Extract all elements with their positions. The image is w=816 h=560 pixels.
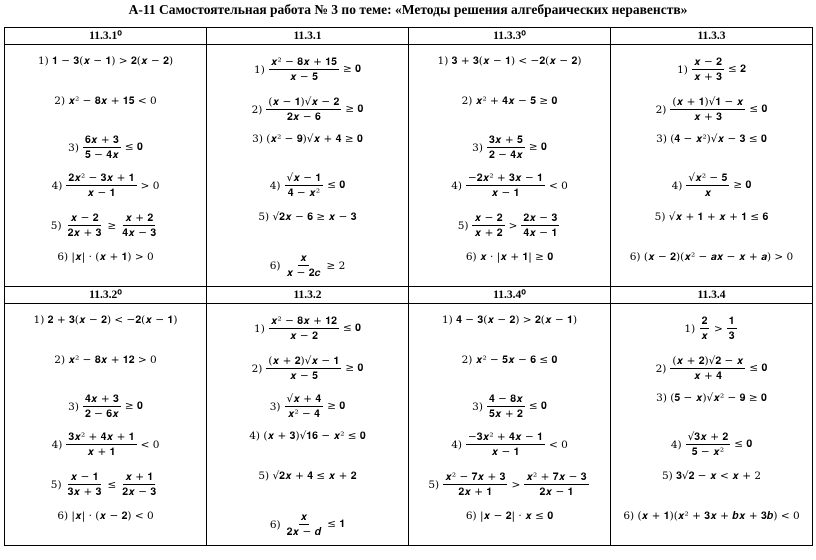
math-text: 6) |𝒙 − 𝟐| · 𝒙 ≤ 𝟎 — [465, 510, 554, 522]
denominator: 𝒙 − 𝟏 — [491, 187, 520, 199]
numerator: 𝒙 − 𝟐 — [693, 56, 722, 68]
problem-item — [409, 430, 610, 459]
fraction — [120, 211, 158, 240]
fraction — [686, 171, 729, 200]
problem-item — [5, 470, 206, 499]
denominator: 𝒙 − 𝟓 — [289, 370, 318, 382]
problem-item — [409, 314, 610, 327]
math-text: ≥ 𝟎 — [345, 362, 364, 374]
variant-header: 11.3.3 — [611, 28, 813, 45]
numerator: (𝒙 − 𝟏)√𝒙 − 𝟐 — [268, 96, 340, 108]
math-text: 1) 𝟑 + 𝟑(𝒙 − 𝟏) < −𝟐(𝒙 − 𝟐) — [437, 55, 582, 67]
problem-item — [409, 55, 610, 68]
math-text: ≤ 𝟎 — [749, 362, 768, 374]
denominator: 𝒙 — [701, 330, 708, 342]
numerator: 𝒙 + 𝟏 — [125, 471, 154, 483]
fraction — [521, 211, 559, 240]
denominator: 𝒙 — [704, 187, 712, 199]
variant-header: 11.3.1⁰ — [5, 28, 207, 45]
fraction — [692, 55, 724, 84]
math-text: 3) — [472, 141, 483, 154]
problem-item — [5, 354, 206, 367]
math-text: 6) |𝒙| · (𝒙 + 𝟏) > 0 — [57, 251, 154, 263]
numerator: √𝟑𝒙 + 𝟐 — [687, 431, 729, 443]
numerator: 𝒙² − 𝟖𝒙 + 𝟏𝟓 — [270, 56, 337, 68]
fraction — [269, 314, 339, 343]
problem-item — [611, 392, 812, 405]
denominator: 𝟑 — [728, 330, 735, 342]
fraction — [83, 133, 121, 162]
math-text: ≥ 𝟎 — [124, 400, 143, 412]
numerator: 𝒙² + 𝟕𝒙 − 𝟑 — [526, 471, 587, 483]
math-text: 1) — [254, 322, 265, 335]
problem-item — [5, 314, 206, 327]
math-text: 4) — [269, 179, 281, 192]
fraction — [66, 171, 136, 200]
math-text: ≥ — [107, 219, 117, 232]
math-text: 2) — [655, 103, 667, 116]
denominator: 𝟐𝒙 − 𝟑 — [122, 486, 157, 498]
math-text: ≤ 𝟎 — [327, 179, 346, 191]
denominator: 𝟐𝒙 + 𝟑 — [67, 227, 102, 239]
problem-item — [207, 430, 408, 443]
numerator: 𝟑𝒙² + 𝟒𝒙 + 𝟏 — [68, 431, 135, 443]
numerator: 𝟔𝒙 + 𝟑 — [84, 134, 119, 146]
problem-item — [207, 392, 408, 421]
math-text: 4) — [451, 438, 462, 451]
problem-item — [207, 314, 408, 343]
fraction — [285, 392, 324, 421]
numerator: −𝟑𝒙² + 𝟒𝒙 − 𝟏 — [467, 431, 543, 443]
math-text: ≤ 𝟐 — [727, 63, 746, 75]
math-text: 2) 𝒙² − 𝟓𝒙 − 𝟔 ≤ 𝟎 — [461, 354, 558, 366]
variant-cell — [409, 45, 611, 287]
problem-item — [207, 95, 408, 124]
problem-item — [611, 55, 812, 84]
math-text: ≤ 𝟏 — [327, 518, 346, 530]
denominator: 𝟐𝒙 − 𝒅 — [286, 526, 322, 538]
math-text: ≥ 𝟎 — [327, 400, 346, 412]
problem-item — [207, 211, 408, 224]
variant-cell — [207, 304, 409, 546]
problem-item — [5, 392, 206, 421]
math-text: ≤ — [107, 478, 117, 491]
problem-item — [409, 510, 610, 523]
numerator: √𝒙² − 𝟓 — [688, 172, 728, 184]
math-text: 6) (𝒙 − 𝟐)(𝒙² − 𝒂𝒙 − 𝒙 + 𝒂) > 0 — [629, 251, 794, 263]
header-row — [5, 28, 813, 45]
numerator: 𝟑𝒙 + 𝟓 — [488, 134, 523, 146]
math-text: 4) — [670, 438, 682, 451]
math-text: 4) — [51, 438, 63, 451]
math-text: 4) (𝒙 + 𝟑)√𝟏𝟔 − 𝒙² ≤ 𝟎 — [249, 430, 366, 442]
fraction — [466, 430, 545, 459]
math-text: 5) √𝒙 + 𝟏 + 𝒙 + 𝟏 ≤ 𝟔 — [654, 211, 769, 223]
math-text: 1) 𝟐 + 𝟑(𝒙 − 𝟐) < −𝟐(𝒙 − 𝟏) — [33, 314, 178, 326]
math-text: 3) (𝟒 − 𝒙²)√𝒙 − 𝟑 ≤ 𝟎 — [656, 133, 767, 145]
math-text: ≤ 𝟎 — [528, 400, 547, 412]
denominator: 𝟐𝒙 − 𝟏 — [539, 486, 574, 498]
problem-item — [611, 314, 812, 343]
denominator: 𝒙 + 𝟏 — [87, 446, 116, 458]
denominator: 𝟒𝒙 − 𝟏 — [523, 227, 558, 239]
math-text: 2) — [655, 362, 667, 375]
math-text: ≥ 𝟎 — [342, 63, 361, 75]
denominator: 𝒙 − 𝟓 — [289, 71, 318, 83]
numerator: √𝒙 − 𝟏 — [286, 172, 322, 184]
problem-item — [611, 251, 812, 264]
problem-item — [611, 470, 812, 483]
numerator: (𝒙 + 𝟐)√𝟐 − 𝒙 — [672, 355, 744, 367]
numerator: 𝒙² − 𝟖𝒙 + 𝟏𝟐 — [270, 315, 337, 327]
denominator: 𝟐 − 𝟒𝒙 — [488, 149, 523, 161]
denominator: 𝟑𝒙 + 𝟑 — [67, 486, 102, 498]
fraction — [66, 211, 104, 240]
numerator: 𝒙 + 𝟐 — [125, 212, 154, 224]
numerator: 𝟐𝒙 − 𝟑 — [523, 212, 558, 224]
problem-item — [409, 354, 610, 367]
math-text: ≤ 𝟎 — [749, 103, 768, 115]
fraction — [466, 171, 545, 200]
problem-item — [207, 510, 408, 539]
numerator: 𝟒 − 𝟖𝒙 — [488, 393, 523, 405]
problem-item — [207, 470, 408, 483]
variant-header: 11.3.1 — [207, 28, 409, 45]
problem-item — [611, 354, 812, 383]
variant-cell — [207, 45, 409, 287]
denominator: 𝟓 − 𝒙² — [691, 446, 725, 458]
fraction — [66, 470, 104, 499]
math-text: 1) — [254, 63, 265, 76]
variant-cell — [5, 304, 207, 546]
fraction — [670, 354, 745, 383]
numerator: 𝒙 − 𝟏 — [70, 471, 99, 483]
math-text: 4) — [51, 179, 63, 192]
variant-header: 11.3.3⁰ — [409, 28, 611, 45]
denominator: 𝟐𝒙 + 𝟏 — [458, 486, 493, 498]
math-text: ≥ 2 — [326, 259, 346, 272]
denominator: 𝟐 − 𝟔𝒙 — [84, 408, 119, 420]
variant-header: 11.3.4 — [611, 287, 813, 304]
numerator: 𝟏 — [728, 315, 735, 327]
denominator: 𝟓𝒙 + 𝟐 — [488, 408, 523, 420]
math-text: > — [511, 478, 521, 491]
variant-cell — [611, 45, 813, 287]
numerator: 𝒙 — [300, 252, 307, 264]
problem-item — [207, 55, 408, 84]
problem-item — [409, 171, 610, 200]
math-text: 4) — [451, 179, 462, 192]
problem-item — [611, 211, 812, 224]
denominator: 𝒙 + 𝟐 — [474, 227, 503, 239]
fraction — [699, 314, 710, 343]
numerator: 𝒙 − 𝟐 — [474, 212, 503, 224]
variant-header: 11.3.2⁰ — [5, 287, 207, 304]
fraction — [266, 95, 341, 124]
math-text: 5) 𝟑√𝟐 − 𝒙 < 𝒙 + 2 — [661, 470, 762, 482]
denominator: 𝟒 − 𝒙² — [287, 187, 321, 199]
math-text: 6) 𝒙 · |𝒙 + 𝟏| ≥ 𝟎 — [465, 251, 554, 263]
variant-header: 11.3.2 — [207, 287, 409, 304]
math-text: 3) — [68, 400, 79, 413]
denominator: 𝒙 + 𝟑 — [693, 111, 722, 123]
math-text: 1) 𝟒 − 𝟑(𝒙 − 𝟐) > 𝟐(𝒙 − 𝟏) — [441, 314, 578, 326]
problem-item — [5, 251, 206, 264]
math-text: 5) — [50, 219, 62, 232]
problem-item — [5, 95, 206, 108]
page-title: А-11 Самостоятельная работа № 3 по теме: «Методы решения алгебраических неравенств» — [128, 2, 688, 17]
problem-item — [409, 392, 610, 421]
numerator: 𝟐 — [701, 315, 708, 327]
variant-cell — [5, 45, 207, 287]
denominator: 𝟐𝒙 − 𝟔 — [286, 111, 321, 123]
math-text: ≤ 𝟎 — [124, 141, 143, 153]
fraction — [686, 430, 731, 459]
math-text: 3) — [269, 400, 281, 413]
problem-item — [207, 354, 408, 383]
fraction — [727, 314, 737, 343]
problem-item — [409, 95, 610, 108]
fraction — [524, 470, 588, 499]
math-text: 5) √𝟐𝒙 + 𝟒 ≤ 𝒙 + 𝟐 — [258, 470, 357, 482]
denominator: 𝒙 − 𝟐𝒄 — [286, 267, 321, 279]
math-text: < 0 — [548, 438, 568, 451]
math-text: 3) — [68, 141, 79, 154]
fraction — [443, 470, 507, 499]
problem-item — [207, 251, 408, 280]
denominator: 𝒙 − 𝟐 — [289, 330, 318, 342]
problem-item — [5, 133, 206, 162]
numerator: 𝟐𝒙² − 𝟑𝒙 + 𝟏 — [68, 172, 135, 184]
variant-header: 11.3.4⁰ — [409, 287, 611, 304]
fraction — [269, 55, 339, 84]
fraction — [285, 251, 323, 280]
numerator: √𝒙 + 𝟒 — [286, 393, 322, 405]
problem-item — [207, 171, 408, 200]
fraction — [266, 354, 341, 383]
variant-cell — [611, 304, 813, 546]
numerator: 𝟒𝒙 + 𝟑 — [84, 393, 119, 405]
math-text: 1) — [684, 322, 696, 335]
math-text: 3) (𝟓 − 𝒙)√𝒙² − 𝟗 ≥ 𝟎 — [656, 392, 767, 404]
math-text: ≥ 𝟎 — [528, 141, 547, 153]
problem-item — [611, 133, 812, 146]
problems-row — [5, 45, 813, 287]
math-text: 5) √𝟐𝒙 − 𝟔 ≥ 𝒙 − 𝟑 — [258, 211, 357, 223]
denominator: 𝒙 + 𝟑 — [693, 71, 722, 83]
fraction — [83, 392, 121, 421]
numerator: 𝒙 — [300, 511, 308, 523]
problem-item — [611, 510, 812, 523]
math-text: > 0 — [140, 179, 160, 192]
math-text: 5) — [457, 219, 469, 232]
math-text: 6) (𝒙 + 𝟏)(𝒙² + 𝟑𝒙 + 𝒃𝒙 + 𝟑𝒃) < 0 — [623, 510, 800, 522]
assignment-table — [4, 27, 813, 546]
problem-item — [409, 211, 610, 240]
math-text: 2) 𝒙² − 𝟖𝒙 + 𝟏𝟓 < 0 — [54, 95, 157, 107]
fraction — [120, 470, 158, 499]
variant-cell — [409, 304, 611, 546]
math-text: 6) — [269, 518, 281, 531]
problem-item — [207, 133, 408, 146]
math-text: 1) 𝟏 − 𝟑(𝒙 − 𝟏) > 𝟐(𝒙 − 𝟐) — [37, 55, 174, 67]
fraction — [487, 133, 525, 162]
math-text: 5) — [50, 478, 62, 491]
denominator: 𝒙 − 𝟏 — [491, 446, 520, 458]
fraction — [472, 211, 504, 240]
math-text: ≥ 𝟎 — [345, 103, 364, 115]
denominator: 𝟓 − 𝟒𝒙 — [84, 149, 119, 161]
math-text: 2) — [251, 362, 263, 375]
math-text: ≤ 𝟎 — [734, 438, 753, 450]
math-text: 2) 𝒙² − 𝟖𝒙 + 𝟏𝟐 > 0 — [54, 354, 157, 366]
math-text: 4) — [671, 179, 683, 192]
fraction — [487, 392, 525, 421]
numerator: (𝒙 + 𝟏)√𝟏 − 𝒙 — [672, 96, 744, 108]
problem-item — [611, 430, 812, 459]
header-row — [5, 287, 813, 304]
fraction — [66, 430, 136, 459]
problem-item — [409, 133, 610, 162]
problem-item — [5, 211, 206, 240]
math-text: 6) — [269, 259, 281, 272]
numerator: (𝒙 + 𝟐)√𝒙 − 𝟏 — [268, 355, 340, 367]
math-text: 3) (𝒙² − 𝟗)√𝒙 + 𝟒 ≥ 𝟎 — [252, 133, 363, 145]
math-text: ≥ 𝟎 — [733, 179, 752, 191]
denominator: 𝒙 − 𝟏 — [87, 187, 116, 199]
numerator: 𝒙 − 𝟐 — [70, 212, 99, 224]
denominator: 𝒙² − 𝟒 — [287, 408, 321, 420]
math-text: 1) — [677, 63, 688, 76]
math-text: 6) |𝒙| · (𝒙 − 𝟐) < 0 — [57, 510, 154, 522]
fraction — [285, 510, 324, 539]
math-text: ≤ 𝟎 — [342, 322, 361, 334]
problems-row — [5, 304, 813, 546]
math-text: > — [713, 322, 723, 335]
math-text: < 0 — [140, 438, 160, 451]
problem-item — [5, 430, 206, 459]
fraction — [670, 95, 745, 124]
problem-item — [611, 171, 812, 200]
problem-item — [611, 95, 812, 124]
problem-item — [5, 55, 206, 68]
math-text: 2) — [251, 103, 263, 116]
math-text: 3) — [472, 400, 483, 413]
math-text: > — [508, 219, 518, 232]
problem-item — [409, 251, 610, 264]
fraction — [285, 171, 324, 200]
problem-item — [5, 510, 206, 523]
denominator: 𝟒𝒙 − 𝟑 — [122, 227, 157, 239]
numerator: −𝟐𝒙² + 𝟑𝒙 − 𝟏 — [467, 172, 543, 184]
math-text: 5) — [428, 478, 440, 491]
problem-item — [409, 470, 610, 499]
math-text: 2) 𝒙² + 𝟒𝒙 − 𝟓 ≥ 𝟎 — [461, 95, 558, 107]
numerator: 𝒙² − 𝟕𝒙 + 𝟑 — [445, 471, 506, 483]
denominator: 𝒙 + 𝟒 — [693, 370, 722, 382]
math-text: < 0 — [548, 179, 568, 192]
problem-item — [5, 171, 206, 200]
